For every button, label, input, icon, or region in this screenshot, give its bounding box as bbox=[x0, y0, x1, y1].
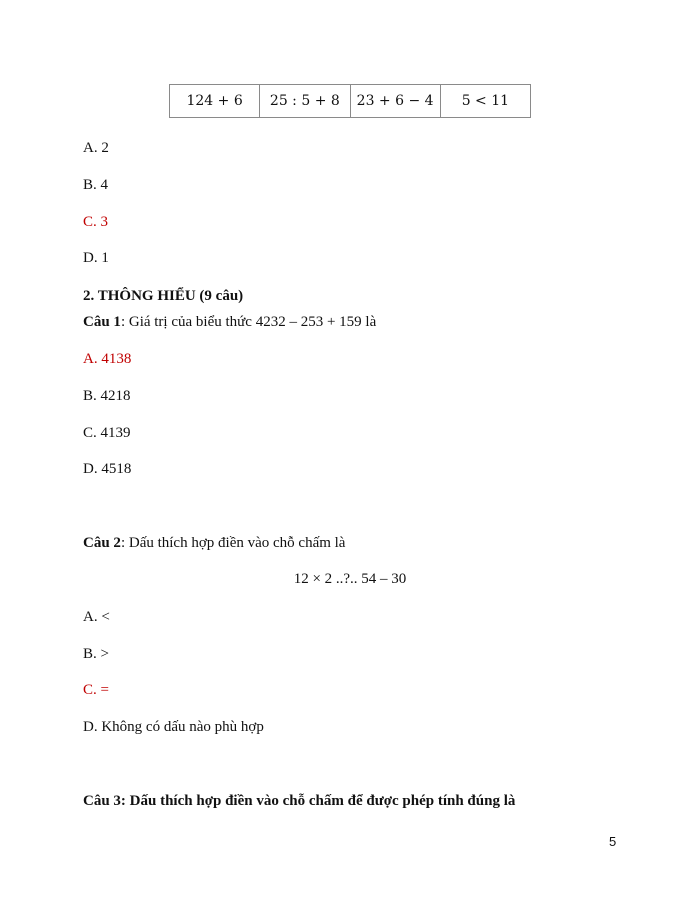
option-d: D. 1 bbox=[83, 250, 109, 266]
option-b: B. 4 bbox=[83, 177, 109, 193]
question-2 bbox=[83, 534, 345, 552]
q2-expression: 12 × 2 ..?.. 54 – 30 bbox=[293, 571, 407, 587]
table-cell: 25 : 5 + 8 bbox=[260, 85, 350, 118]
section-heading: 2. THÔNG HIỂU (9 câu) bbox=[83, 288, 244, 304]
table-cell: 5 < 11 bbox=[440, 85, 530, 118]
question-number: Câu 2 bbox=[83, 535, 121, 551]
question-1 bbox=[83, 313, 376, 331]
table-cell: 124 + 6 bbox=[170, 85, 260, 118]
q1-option-b: B. 4218 bbox=[83, 388, 131, 404]
question-text: : Dấu thích hợp điền vào chỗ chấm là bbox=[120, 535, 346, 551]
q2-option-a: A. < bbox=[83, 609, 110, 625]
q1-option-d: D. 4518 bbox=[83, 461, 132, 477]
option-a: A. 2 bbox=[83, 140, 109, 156]
table-cell: 23 + 6 − 4 bbox=[350, 85, 440, 118]
q2-option-d: D. Không có dấu nào phù hợp bbox=[83, 719, 264, 735]
q1-option-c: C. 4139 bbox=[83, 425, 131, 441]
question-number: Câu 1 bbox=[83, 314, 121, 330]
expression-table bbox=[169, 84, 531, 118]
q1-option-a-correct: A. 4138 bbox=[83, 351, 132, 367]
page-number: 5 bbox=[609, 834, 617, 849]
question-text: : Giá trị của biểu thức 4232 – 253 + 159 là bbox=[120, 314, 377, 330]
q2-option-c-correct: C. = bbox=[83, 682, 109, 698]
q2-option-b: B. > bbox=[83, 646, 109, 662]
question-3 bbox=[83, 792, 515, 810]
question-text: Dấu thích hợp điền vào chỗ chấm để được phép tính đúng là bbox=[125, 793, 516, 809]
option-c-correct: C. 3 bbox=[83, 214, 109, 230]
question-number: Câu 3: bbox=[83, 793, 126, 809]
